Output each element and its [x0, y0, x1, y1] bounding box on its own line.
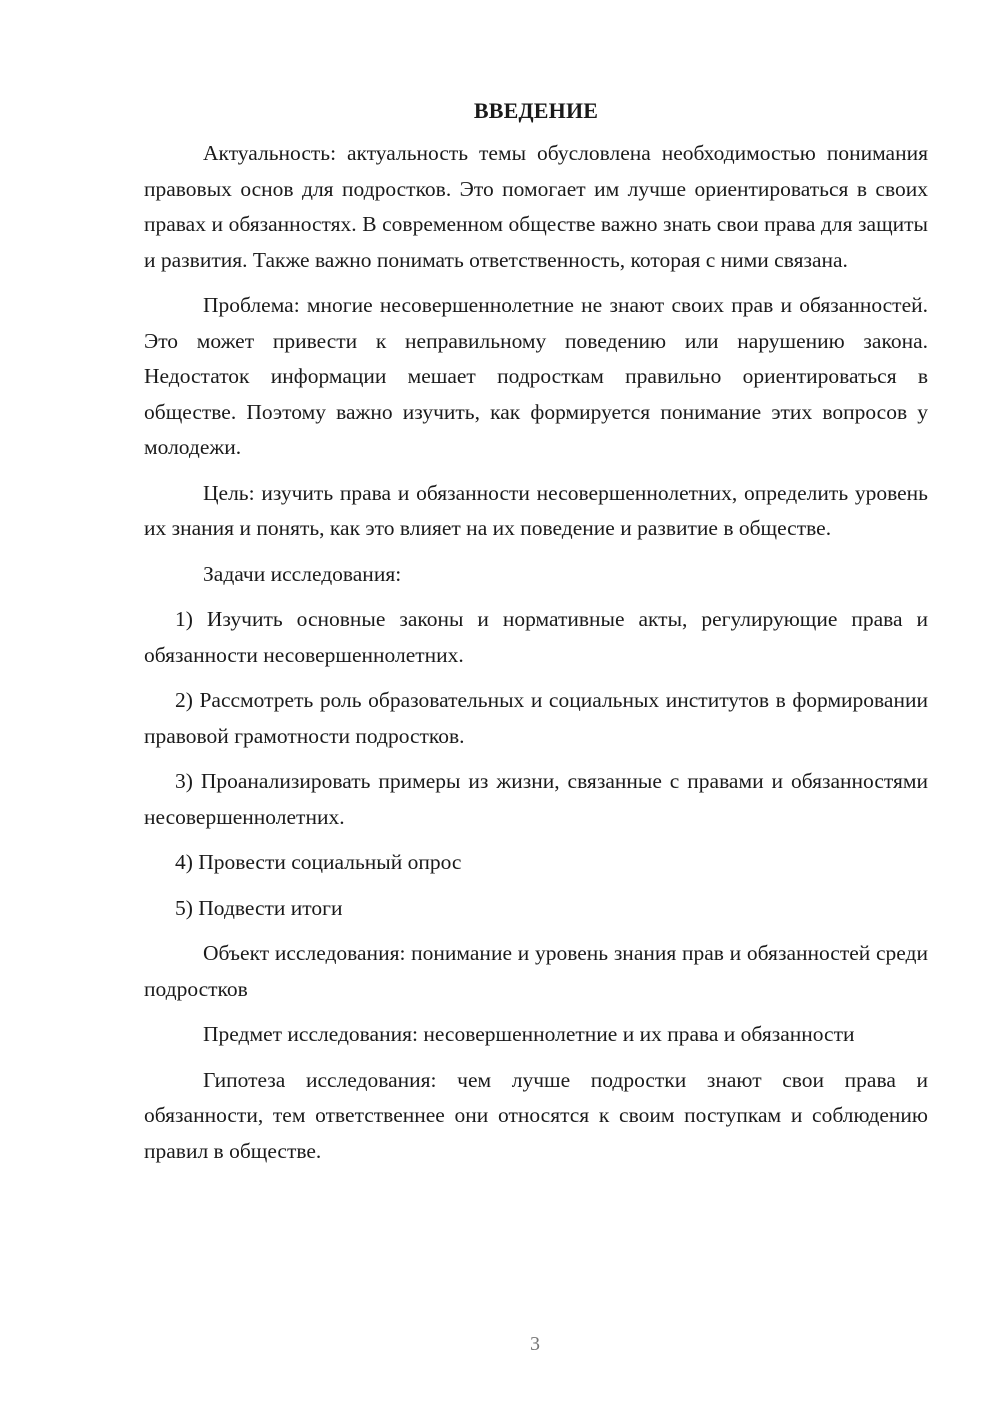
task-item-5: 5) Подвести итоги [175, 895, 343, 920]
document-heading: ВВЕДЕНИЕ [473, 98, 599, 123]
task-item-3: 3) Проанализировать примеры из жизни, связанные с правами и обязанностями несовершеннолетних. [144, 769, 928, 829]
relevance-paragraph: Актуальность: актуальность темы обусловлена необходимостью понимания правовых основ для подростков. Это помогает им лучше ориентироваться в своих правах и обязанностях. В современном обществе важно знать свои права для защиты и развития. Также важно понимать ответственность, которая с ними связана. [144, 141, 928, 272]
page-number: 3 [530, 1333, 540, 1355]
task-item-4: 4) Провести социальный опрос [175, 850, 462, 874]
goal-paragraph: Цель: изучить права и обязанности несовершеннолетних, определить уровень их знания и понять, как это влияет на их поведение и развитие в обществе. [144, 480, 928, 540]
hypothesis-paragraph: Гипотеза исследования: чем лучше подростки знают свои права и обязанности, тем ответственнее они относятся к своим поступкам и соблюдению правил в обществе. [144, 1067, 928, 1163]
problem-paragraph: Проблема: многие несовершеннолетние не знают своих прав и обязанностей. Это может привести к неправильному поведению или нарушению закона. Недостаток информации мешает подросткам правильно ориентироваться в обществе. Поэтому важно изучить, как формируется понимание этих вопросов у молодежи. [144, 293, 928, 459]
research-subject-paragraph: Предмет исследования: несовершеннолетние и их права и обязанности [203, 1022, 855, 1046]
tasks-list [144, 602, 928, 926]
research-object-paragraph: Объект исследования: понимание и уровень знания прав и обязанностей среди подростков [144, 941, 928, 1001]
tasks-title: Задачи исследования: [203, 561, 402, 586]
task-item-2: 2) Рассмотреть роль образовательных и социальных институтов в формировании правовой грамотности подростков. [144, 688, 928, 748]
task-item-1: 1) Изучить основные законы и нормативные акты, регулирующие права и обязанности несовершеннолетних. [144, 607, 928, 667]
document-page [144, 94, 928, 1179]
